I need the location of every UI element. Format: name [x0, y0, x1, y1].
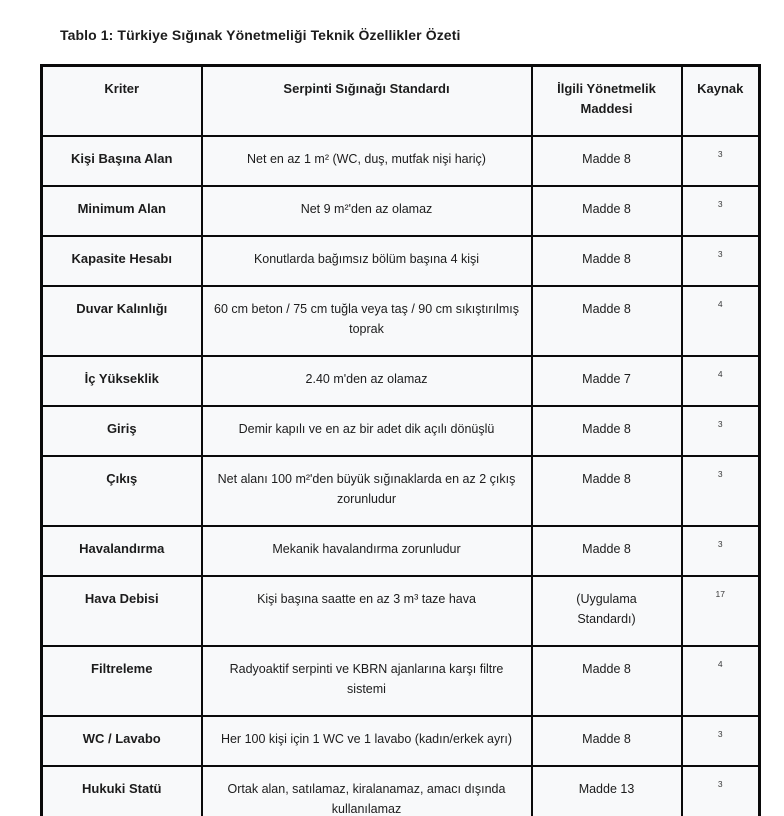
- source-superscript: 3: [717, 539, 723, 549]
- article-cell: Madde 8: [532, 186, 682, 236]
- source-superscript: 3: [717, 779, 723, 789]
- standard-cell: Net en az 1 m² (WC, duş, mutfak nişi hariç): [202, 136, 532, 186]
- source-cell: [682, 236, 760, 286]
- standard-cell: Radyoaktif serpinti ve KBRN ajanlarına karşı filtre sistemi: [202, 646, 532, 716]
- criterion-cell: İç Yükseklik: [42, 356, 202, 406]
- source-cell: [682, 186, 760, 236]
- table-row: [42, 716, 760, 766]
- article-cell: Madde 8: [532, 646, 682, 716]
- standard-cell: Net alanı 100 m²'den büyük sığınaklarda en az 2 çıkış zorunludur: [202, 456, 532, 526]
- table-row: [42, 186, 760, 236]
- table-row: [42, 406, 760, 456]
- criterion-cell: Kapasite Hesabı: [42, 236, 202, 286]
- source-cell: [682, 286, 760, 356]
- source-cell: [682, 526, 760, 576]
- table-row: [42, 576, 760, 646]
- col-header-criterion: Kriter: [42, 66, 202, 137]
- table-row: [42, 136, 760, 186]
- standard-cell: 60 cm beton / 75 cm tuğla veya taş / 90 cm sıkıştırılmış toprak: [202, 286, 532, 356]
- source-superscript: 3: [717, 249, 723, 259]
- table-caption: Tablo 1: Türkiye Sığınak Yönetmeliği Teknik Özellikler Özeti: [60, 27, 461, 43]
- article-cell: Madde 13: [532, 766, 682, 816]
- article-cell: Madde 7: [532, 356, 682, 406]
- criterion-cell: Filtreleme: [42, 646, 202, 716]
- table-row: [42, 456, 760, 526]
- col-header-source: Kaynak: [682, 66, 760, 137]
- criterion-cell: WC / Lavabo: [42, 716, 202, 766]
- header-row: [42, 66, 760, 137]
- shelter-standards-table: [40, 64, 761, 816]
- table-row: [42, 286, 760, 356]
- standard-cell: Kişi başına saatte en az 3 m³ taze hava: [202, 576, 532, 646]
- article-cell: Madde 8: [532, 286, 682, 356]
- article-cell: Madde 8: [532, 136, 682, 186]
- criterion-cell: Hava Debisi: [42, 576, 202, 646]
- source-cell: [682, 766, 760, 816]
- source-superscript: 4: [717, 299, 723, 309]
- source-superscript: 3: [717, 469, 723, 479]
- standard-cell: Demir kapılı ve en az bir adet dik açılı dönüşlü: [202, 406, 532, 456]
- table-row: [42, 356, 760, 406]
- article-cell: Madde 8: [532, 406, 682, 456]
- article-cell: Madde 8: [532, 456, 682, 526]
- standard-cell: Her 100 kişi için 1 WC ve 1 lavabo (kadın/erkek ayrı): [202, 716, 532, 766]
- source-cell: [682, 716, 760, 766]
- table-row: [42, 526, 760, 576]
- criterion-cell: Duvar Kalınlığı: [42, 286, 202, 356]
- source-superscript: 3: [717, 419, 723, 429]
- article-cell: (Uygulama Standardı): [532, 576, 682, 646]
- source-superscript: 3: [717, 199, 723, 209]
- standard-cell: Konutlarda bağımsız bölüm başına 4 kişi: [202, 236, 532, 286]
- standard-cell: Net 9 m²'den az olamaz: [202, 186, 532, 236]
- criterion-cell: Giriş: [42, 406, 202, 456]
- article-cell: Madde 8: [532, 716, 682, 766]
- source-cell: [682, 456, 760, 526]
- source-superscript: 17: [715, 589, 725, 599]
- source-cell: [682, 576, 760, 646]
- source-superscript: 3: [717, 149, 723, 159]
- source-superscript: 4: [717, 369, 723, 379]
- source-superscript: 4: [717, 659, 723, 669]
- article-cell: Madde 8: [532, 526, 682, 576]
- source-cell: [682, 136, 760, 186]
- standard-cell: 2.40 m'den az olamaz: [202, 356, 532, 406]
- criterion-cell: Havalandırma: [42, 526, 202, 576]
- source-superscript: 3: [717, 729, 723, 739]
- criterion-cell: Çıkış: [42, 456, 202, 526]
- criterion-cell: Hukuki Statü: [42, 766, 202, 816]
- table-row: [42, 236, 760, 286]
- article-cell: Madde 8: [532, 236, 682, 286]
- criterion-cell: Minimum Alan: [42, 186, 202, 236]
- table-row: [42, 646, 760, 716]
- standard-cell: Mekanik havalandırma zorunludur: [202, 526, 532, 576]
- col-header-standard: Serpinti Sığınağı Standardı: [202, 66, 532, 137]
- source-cell: [682, 646, 760, 716]
- source-cell: [682, 406, 760, 456]
- standard-cell: Ortak alan, satılamaz, kiralanamaz, amacı dışında kullanılamaz: [202, 766, 532, 816]
- table-row: [42, 766, 760, 816]
- criterion-cell: Kişi Başına Alan: [42, 136, 202, 186]
- col-header-article: İlgili Yönetmelik Maddesi: [532, 66, 682, 137]
- source-cell: [682, 356, 760, 406]
